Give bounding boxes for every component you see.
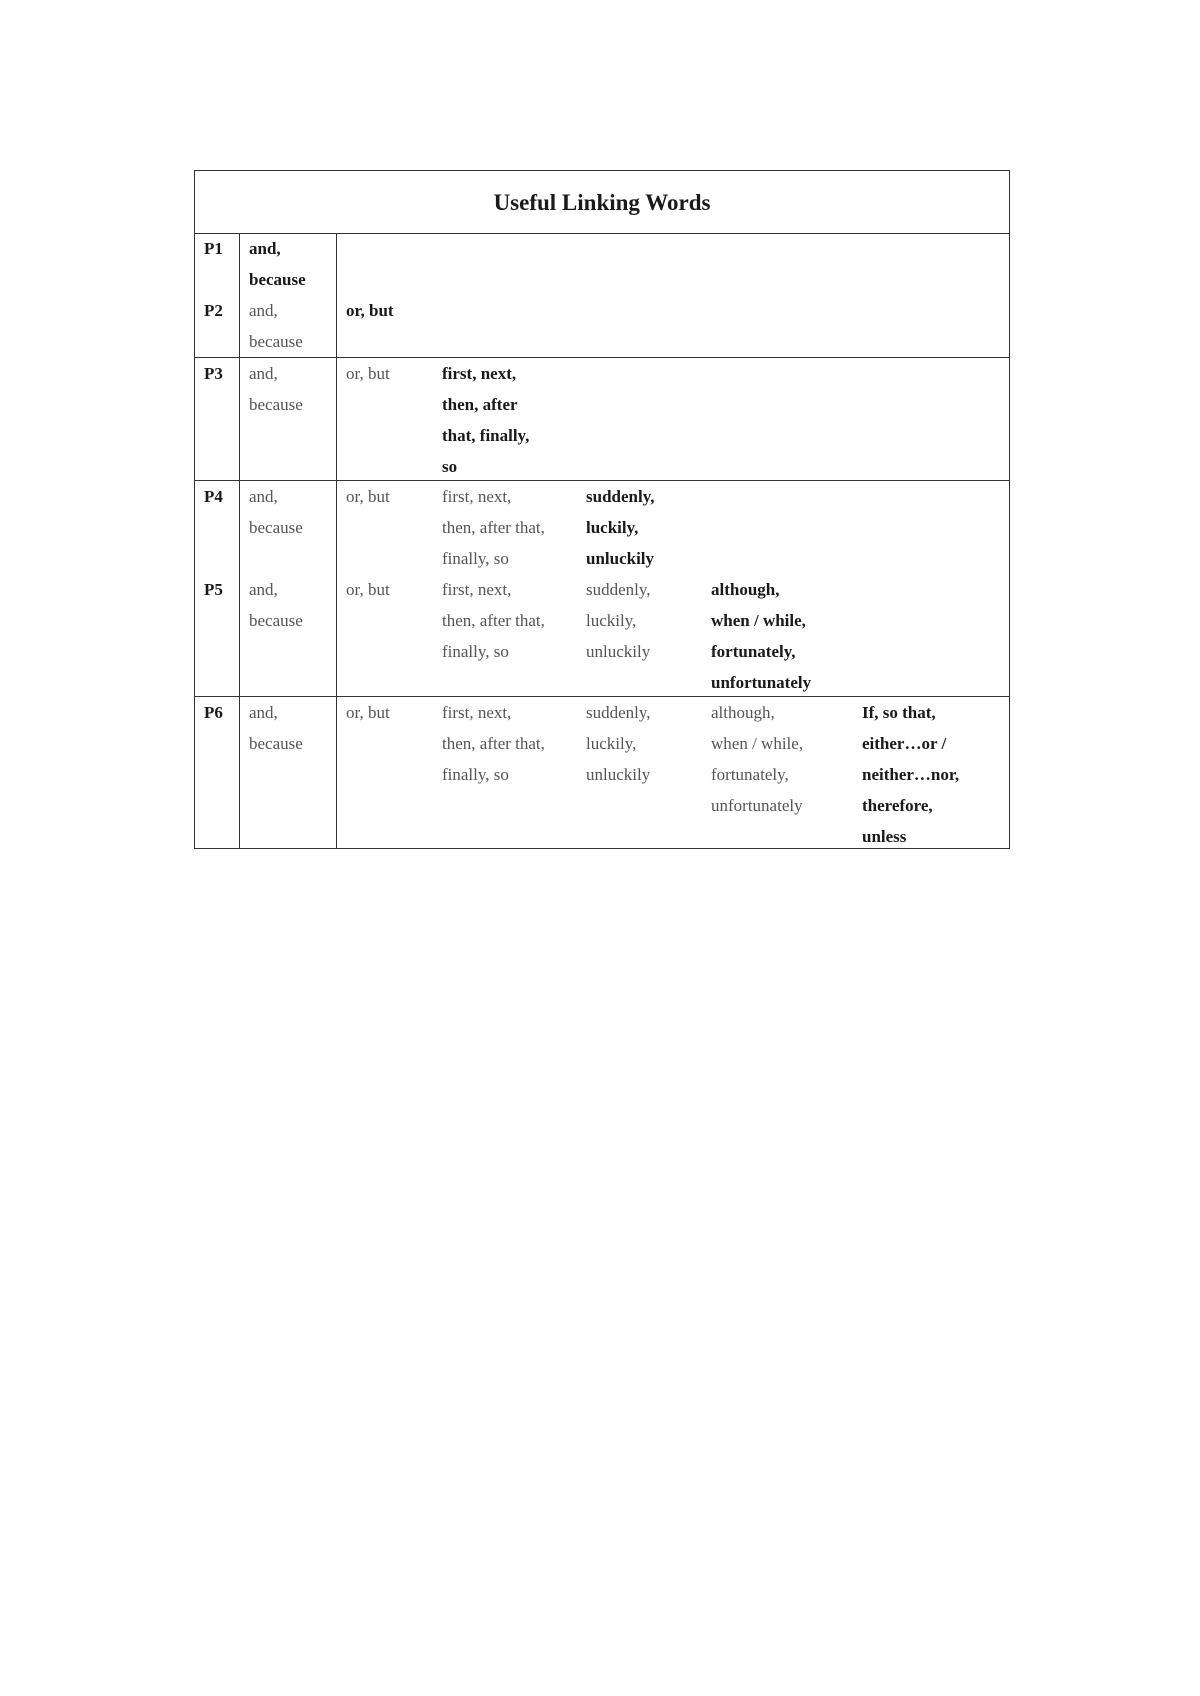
p2-col1-cell	[249, 295, 303, 357]
text-line: finally, so	[442, 642, 509, 661]
text-line: suddenly,	[586, 580, 651, 599]
text-line: unluckily	[586, 642, 651, 661]
text-line: then, after that,	[442, 734, 545, 753]
text-line: that, finally,	[442, 426, 530, 445]
text-line: fortunately,	[711, 642, 796, 661]
text-line: luckily,	[586, 518, 639, 537]
p5-col3-cell	[442, 574, 545, 667]
p6-col2-cell	[346, 697, 390, 728]
text-line: finally, so	[442, 765, 509, 784]
p4-col2-cell	[346, 481, 390, 512]
text-line: because	[249, 734, 303, 753]
text-line: or, but	[346, 301, 394, 320]
text-line: because	[249, 332, 303, 351]
p4-col3-cell	[442, 481, 545, 574]
text-line: unfortunately	[711, 673, 812, 692]
text-line: when / while,	[711, 734, 804, 753]
p4-col1-cell	[249, 481, 303, 543]
text-line: suddenly,	[586, 487, 655, 506]
p3-col2-cell	[346, 358, 390, 389]
text-line: then, after	[442, 395, 518, 414]
text-line: neither…nor,	[862, 765, 960, 784]
p6-col1-cell	[249, 697, 303, 759]
text-line: and,	[249, 580, 278, 599]
text-line: first, next,	[442, 364, 517, 383]
text-line: because	[249, 518, 303, 537]
text-line: and,	[249, 239, 281, 258]
text-line: suddenly,	[586, 703, 651, 722]
row-label-p4: P4	[204, 487, 223, 506]
text-line: or, but	[346, 703, 390, 722]
text-line: or, but	[346, 364, 390, 383]
row-label-p1: P1	[204, 239, 223, 258]
p3-col1-cell	[249, 358, 303, 420]
text-line: and,	[249, 703, 278, 722]
row-label-p2: P2	[204, 301, 223, 320]
text-line: If, so that,	[862, 703, 936, 722]
table-title: Useful Linking Words	[195, 171, 1009, 234]
text-line: and,	[249, 301, 278, 320]
text-line: first, next,	[442, 487, 512, 506]
column-divider	[239, 233, 240, 849]
p5-col1-cell	[249, 574, 303, 636]
row-label-p6: P6	[204, 703, 223, 722]
text-line: fortunately,	[711, 765, 789, 784]
p5-col2-cell	[346, 574, 390, 605]
text-line: when / while,	[711, 611, 806, 630]
p6-col3-cell	[442, 697, 545, 790]
row-label-p3: P3	[204, 364, 223, 383]
row-divider	[195, 357, 1009, 358]
text-line: although,	[711, 703, 775, 722]
p5-col5-cell	[711, 574, 811, 698]
p4-col4-cell	[586, 481, 655, 574]
text-line: luckily,	[586, 734, 637, 753]
row-label-p5: P5	[204, 580, 223, 599]
text-line: then, after that,	[442, 518, 545, 537]
text-line: first, next,	[442, 580, 512, 599]
text-line: unfortunately	[711, 796, 803, 815]
p1-col1-cell	[249, 233, 306, 295]
text-line: so	[442, 457, 458, 476]
p5-col4-cell	[586, 574, 651, 667]
text-line: unluckily	[586, 765, 651, 784]
text-line: because	[249, 611, 303, 630]
p6-col6-cell	[862, 697, 959, 852]
text-line: luckily,	[586, 611, 637, 630]
text-line: or, but	[346, 487, 390, 506]
text-line: first, next,	[442, 703, 512, 722]
text-line: therefore,	[862, 796, 933, 815]
p3-col3-cell	[442, 358, 529, 482]
text-line: because	[249, 395, 303, 414]
text-line: then, after that,	[442, 611, 545, 630]
p6-col4-cell	[586, 697, 651, 790]
text-line: or, but	[346, 580, 390, 599]
p2-col2-cell	[346, 295, 394, 326]
text-line: either…or /	[862, 734, 947, 753]
text-line: and,	[249, 364, 278, 383]
p6-col5-cell	[711, 697, 803, 821]
text-line: and,	[249, 487, 278, 506]
column-divider	[336, 233, 337, 849]
text-line: because	[249, 270, 306, 289]
text-line: unless	[862, 827, 907, 846]
text-line: unluckily	[586, 549, 655, 568]
linking-words-table	[194, 170, 1010, 849]
text-line: finally, so	[442, 549, 509, 568]
text-line: although,	[711, 580, 780, 599]
